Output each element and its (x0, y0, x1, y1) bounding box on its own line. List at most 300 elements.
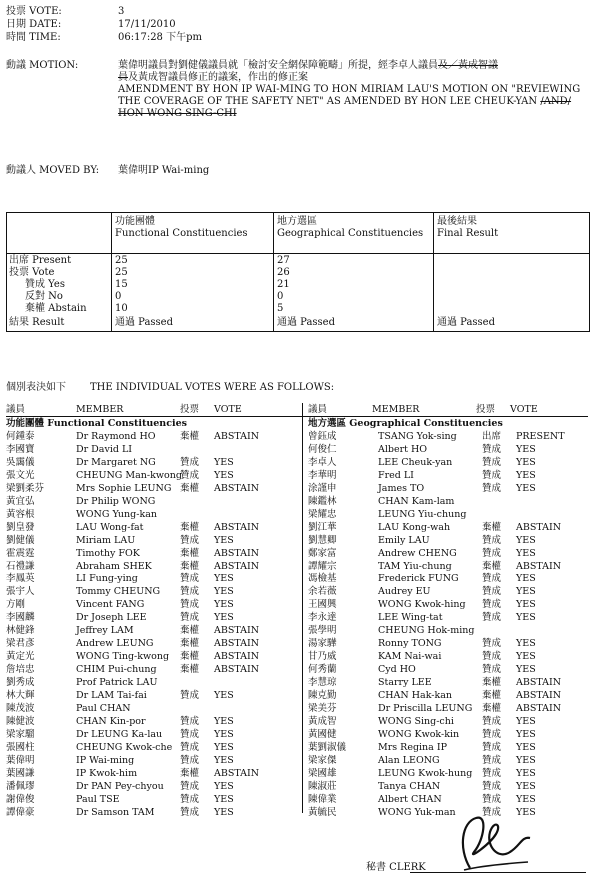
member-name-en: Paul CHAN (76, 702, 131, 714)
vote-en: ABSTAIN (214, 664, 260, 676)
gc-vote-header-zh: 投票 (476, 404, 496, 415)
fc-vote-row (6, 651, 296, 663)
fc-yes: 15 (115, 279, 128, 290)
member-name-en: WONG Ting-kwong (76, 651, 170, 663)
vote-zh: 棄權 (180, 482, 200, 494)
member-name-zh: 黃成智 (308, 715, 337, 727)
gc-vote-row (308, 716, 598, 728)
fc-result: 通過 Passed (115, 317, 174, 328)
fc-vote-row (6, 755, 296, 767)
vote-zh: 贊成 (180, 741, 200, 753)
vote-en: YES (516, 534, 536, 546)
fc-vote-row (6, 522, 296, 534)
vote-en: YES (516, 612, 536, 624)
vote-en: YES (214, 806, 234, 818)
fc-vote-row (6, 548, 296, 560)
fc-vote-row (6, 483, 296, 495)
member-name-zh: 方剛 (6, 599, 26, 611)
fc-vote-row (6, 586, 296, 598)
motion-line-5: HON WONG SING-CHI (118, 108, 237, 119)
member-name-zh: 鄭家富 (308, 547, 337, 559)
gc-col-header-zh: 地方選區 (277, 216, 317, 227)
gc-vote-row (308, 573, 598, 585)
fc-vote-row (6, 625, 296, 637)
motion-text (118, 60, 588, 120)
gc-yes: 21 (277, 279, 290, 290)
member-name-en: Fred LI (378, 469, 414, 481)
member-name-en: Dr Raymond HO (76, 431, 156, 442)
member-name-zh: 張文光 (6, 469, 35, 481)
gc-vote-row (308, 496, 598, 508)
gc-vote-row (308, 794, 598, 806)
member-name-en: Dr Margaret NG (76, 456, 156, 468)
fc-vote-row (6, 703, 296, 715)
vote-zh: 贊成 (482, 599, 502, 611)
gc-section-title: 地方選區 Geographical Constituencies (308, 418, 503, 429)
member-name-zh: 劉皇發 (6, 521, 35, 533)
member-name-en: Dr LAM Tai-fai (76, 690, 147, 701)
member-name-zh: 梁國雄 (308, 767, 337, 779)
fc-vote-row (6, 444, 296, 456)
vote-zh: 棄權 (180, 638, 200, 650)
vote-zh: 棄權 (482, 677, 502, 689)
vote-zh: 贊成 (482, 664, 502, 676)
fc-vote-row (6, 612, 296, 624)
vote-en: YES (516, 780, 536, 792)
vote-en: YES (214, 793, 234, 805)
vote-en: ABSTAIN (214, 431, 260, 442)
vote-en: YES (516, 638, 536, 650)
member-name-zh: 譚耀宗 (308, 560, 337, 572)
member-name-en: Ronny TONG (378, 638, 442, 650)
motion-struck-text-1: 及／黃成智議 (438, 60, 498, 71)
member-name-zh: 李卓人 (308, 456, 337, 468)
fc-vote-row (6, 690, 296, 702)
vote-en: ABSTAIN (214, 625, 260, 637)
gc-vote-row (308, 677, 598, 689)
fc-vote-row (6, 535, 296, 547)
vote-en: ABSTAIN (516, 560, 562, 572)
member-name-zh: 張國柱 (6, 741, 35, 753)
member-name-en: TSANG Yok-sing (378, 431, 457, 442)
fc-vote-row (6, 794, 296, 806)
vote-en: ABSTAIN (214, 547, 260, 559)
gc-vote-row (308, 729, 598, 741)
member-name-en: Prof Patrick LAU (76, 677, 158, 689)
member-name-zh: 湯家驊 (308, 638, 337, 650)
vote-en: YES (516, 599, 536, 611)
member-name-en: LAU Kong-wah (378, 521, 451, 533)
clerk-signature (440, 808, 540, 878)
member-name-zh: 葉偉明 (6, 754, 35, 766)
member-name-en: WONG Yung-kan (76, 508, 157, 520)
vote-zh: 贊成 (482, 456, 502, 468)
member-name-en: Dr Joseph LEE (76, 612, 147, 624)
fc-vote-row (6, 470, 296, 482)
gc-vote-row (308, 638, 598, 650)
gc-vote-row (308, 781, 598, 793)
member-name-zh: 陳茂波 (6, 702, 35, 714)
row-result-label: 結果 Result (9, 317, 65, 328)
gc-vote-row (308, 755, 598, 767)
fc-vote-row (6, 638, 296, 650)
member-name-zh: 李國寶 (6, 443, 35, 455)
time-value: 06:17:28 下午pm (118, 32, 202, 43)
vote-zh: 贊成 (180, 728, 200, 740)
member-name-en: WONG Kwok-kin (378, 728, 460, 740)
fc-vote-row (6, 561, 296, 573)
vote-zh: 棄權 (180, 625, 200, 637)
member-name-zh: 陳健波 (6, 715, 35, 727)
fc-vote-row (6, 677, 296, 689)
final-col-header-zh: 最後結果 (437, 216, 477, 227)
vote-en: YES (516, 443, 536, 455)
vote-zh: 贊成 (180, 806, 200, 818)
fc-abstain: 10 (115, 303, 128, 314)
individual-intro-zh: 個別表決如下 (6, 382, 66, 393)
member-name-zh: 黃毓民 (308, 806, 337, 818)
member-name-zh: 林健鋒 (6, 625, 35, 637)
member-name-en: James TO (378, 482, 425, 494)
vote-en: ABSTAIN (214, 560, 260, 572)
vote-zh: 出席 (482, 431, 502, 442)
member-name-en: IP Kwok-him (76, 767, 138, 779)
gc-col-header-en: Geographical Constituencies (277, 228, 424, 239)
vote-en: YES (516, 754, 536, 766)
member-name-en: CHAN Hak-kan (378, 690, 453, 701)
member-name-zh: 黃宜弘 (6, 495, 35, 507)
member-name-zh: 葉劉淑儀 (308, 741, 347, 753)
member-name-en: LEE Cheuk-yan (378, 456, 453, 468)
vote-zh: 贊成 (482, 715, 502, 727)
member-name-en: Andrew LEUNG (76, 638, 154, 650)
gc-vote-row (308, 703, 598, 715)
gc-vote-row (308, 444, 598, 456)
vote-en: YES (516, 482, 536, 494)
fc-vote-row (6, 431, 296, 443)
vote-en: YES (516, 806, 536, 818)
member-name-zh: 張學明 (308, 625, 337, 637)
vote-en: YES (214, 754, 234, 766)
vote-en: ABSTAIN (516, 521, 562, 533)
moved-by-value: 葉偉明IP Wai-ming (118, 165, 210, 176)
vote-zh: 贊成 (482, 547, 502, 559)
member-name-zh: 何俊仁 (308, 443, 337, 455)
vote-zh: 贊成 (180, 586, 200, 598)
member-name-en: Dr Philip WONG (76, 495, 156, 507)
vote-en: YES (214, 715, 234, 727)
fc-vote-row (6, 599, 296, 611)
member-name-zh: 梁耀忠 (308, 508, 337, 520)
vote-zh: 贊成 (482, 469, 502, 481)
motion-line-2: 員及黃成智議員修正的議案，作出的修正案 (118, 72, 308, 83)
gc-vote-row (308, 431, 598, 443)
gc-vote: 26 (277, 267, 290, 278)
fc-present: 25 (115, 255, 128, 266)
gc-vote-row (308, 586, 598, 598)
vote-zh: 贊成 (482, 651, 502, 663)
gc-vote-row (308, 625, 598, 637)
motion-struck-text-2: 員 (118, 72, 128, 83)
member-name-en: LI Fung-ying (76, 573, 138, 585)
vote-en: ABSTAIN (214, 767, 260, 779)
vote-en: YES (214, 456, 234, 468)
vote-zh: 棄權 (482, 690, 502, 701)
vote-zh: 贊成 (482, 780, 502, 792)
vote-en: YES (214, 573, 234, 585)
vote-en: YES (214, 690, 234, 701)
gc-vote-row (308, 509, 598, 521)
vote-en: ABSTAIN (516, 690, 562, 701)
member-name-zh: 葉國謙 (6, 767, 35, 779)
member-name-en: LAU Wong-fat (76, 521, 144, 533)
member-name-en: Timothy FOK (76, 547, 140, 559)
vote-zh: 贊成 (482, 482, 502, 494)
vote-en: ABSTAIN (214, 482, 260, 494)
fc-vote-row (6, 573, 296, 585)
individual-intro-en: THE INDIVIDUAL VOTES WERE AS FOLLOWS: (90, 382, 335, 393)
vote-en: YES (516, 573, 536, 585)
vote-number: 3 (118, 6, 125, 17)
row-vote-label: 投票 Vote (9, 267, 55, 278)
gc-vote-row (308, 483, 598, 495)
member-name-en: WONG Sing-chi (378, 715, 454, 727)
vote-zh: 棄權 (180, 767, 200, 779)
fc-col-header-en: Functional Constituencies (115, 228, 248, 239)
member-name-zh: 潘佩璆 (6, 780, 35, 792)
fc-no: 0 (115, 291, 122, 302)
fc-col-header-zh: 功能團體 (115, 216, 155, 227)
gc-vote-row (308, 561, 598, 573)
fc-member-header-en: MEMBER (76, 404, 124, 415)
member-name-en: Emily LAU (378, 534, 430, 546)
member-name-zh: 黃國健 (308, 728, 337, 740)
member-name-zh: 甘乃威 (308, 651, 337, 663)
fc-vote: 25 (115, 267, 128, 278)
vote-zh: 贊成 (482, 534, 502, 546)
gc-vote-row (308, 548, 598, 560)
results-table (6, 212, 590, 332)
vote-zh: 贊成 (482, 586, 502, 598)
motion-label: 動議 MOTION: (6, 60, 79, 71)
vote-en: ABSTAIN (516, 702, 562, 714)
vote-en: YES (516, 793, 536, 805)
member-name-zh: 陳偉業 (308, 793, 337, 805)
member-name-en: Jeffrey LAM (76, 625, 134, 637)
gc-member-header-zh: 議員 (308, 404, 328, 415)
member-name-zh: 劉健儀 (6, 534, 35, 546)
vote-en: YES (214, 469, 234, 481)
vote-en: YES (214, 599, 234, 611)
member-name-en: Dr Priscilla LEUNG (378, 702, 473, 714)
member-name-en: Dr Samson TAM (76, 806, 155, 818)
member-name-en: CHAN Kin-por (76, 715, 146, 727)
fc-vote-row (6, 807, 296, 819)
vote-zh: 贊成 (180, 534, 200, 546)
header-rule (6, 416, 588, 417)
member-name-en: Alan LEONG (378, 754, 440, 766)
vote-en: YES (516, 664, 536, 676)
gc-vote-row (308, 664, 598, 676)
vote-en: YES (214, 612, 234, 624)
fc-vote-row (6, 664, 296, 676)
gc-vote-row (308, 651, 598, 663)
vote-zh: 棄權 (180, 547, 200, 559)
vote-zh: 贊成 (180, 793, 200, 805)
member-name-zh: 梁君彥 (6, 638, 35, 650)
member-name-zh: 王國興 (308, 599, 337, 611)
member-name-zh: 李永達 (308, 612, 337, 624)
member-name-en: LEE Wing-tat (378, 612, 443, 624)
vote-zh: 贊成 (482, 573, 502, 585)
member-name-zh: 陳淑莊 (308, 780, 337, 792)
vote-zh: 贊成 (180, 599, 200, 611)
gc-vote-row (308, 470, 598, 482)
date-label: 日期 DATE: (6, 19, 62, 30)
fc-vote-row (6, 781, 296, 793)
vote-en: ABSTAIN (214, 638, 260, 650)
vote-zh: 贊成 (482, 793, 502, 805)
member-name-zh: 梁美芬 (308, 702, 337, 714)
vote-en: YES (214, 586, 234, 598)
gc-vote-row (308, 612, 598, 624)
vote-zh: 贊成 (482, 638, 502, 650)
member-name-zh: 馮檢基 (308, 573, 337, 585)
member-name-zh: 譚偉豪 (6, 806, 35, 818)
member-name-zh: 余若薇 (308, 586, 337, 598)
fc-vote-header-zh: 投票 (180, 404, 200, 415)
row-abstain-label: 棄權 Abstain (25, 303, 87, 314)
vote-zh: 贊成 (180, 690, 200, 701)
member-name-zh: 謝偉俊 (6, 793, 35, 805)
member-name-zh: 李鳳英 (6, 573, 35, 585)
fc-section-title: 功能團體 Functional Constituencies (6, 418, 187, 429)
member-name-zh: 劉秀成 (6, 677, 35, 689)
vote-zh: 棄權 (482, 560, 502, 572)
fc-vote-row (6, 729, 296, 741)
member-name-zh: 李華明 (308, 469, 337, 481)
member-name-zh: 黃定光 (6, 651, 35, 663)
motion-line-1: 葉偉明議員對劉健儀議員就「檢討安全網保障範疇」所提，經李卓人議員及／黃成智議 (118, 60, 498, 71)
member-name-en: Paul TSE (76, 793, 120, 805)
member-name-en: Abraham SHEK (76, 560, 152, 572)
motion-line-3: AMENDMENT BY HON IP WAI-MING TO HON MIRIAM LAU'S MOTION ON "REVIEWING (118, 84, 581, 95)
gc-vote-row (308, 690, 598, 702)
gc-result: 通過 Passed (277, 317, 336, 328)
fc-vote-row (6, 768, 296, 780)
clerk-label: 秘書 CLERK (366, 862, 426, 873)
vote-zh: 贊成 (180, 573, 200, 585)
vote-en: YES (516, 767, 536, 779)
row-no-label: 反對 No (25, 291, 63, 302)
member-name-en: Andrew CHENG (378, 547, 457, 559)
vote-en: YES (516, 741, 536, 753)
gc-vote-row (308, 457, 598, 469)
vote-en: YES (516, 728, 536, 740)
member-name-en: TAM Yiu-chung (378, 560, 452, 572)
vote-en: YES (214, 728, 234, 740)
member-name-en: Vincent FANG (76, 599, 145, 611)
date-value: 17/11/2010 (118, 19, 176, 30)
member-name-zh: 李慧琼 (308, 677, 337, 689)
gc-no: 0 (277, 291, 284, 302)
member-name-zh: 石禮謙 (6, 560, 35, 572)
vote-en: YES (516, 715, 536, 727)
vote-zh: 贊成 (180, 612, 200, 624)
member-name-en: CHIM Pui-chung (76, 664, 157, 676)
member-name-en: WONG Yuk-man (378, 806, 456, 818)
member-name-en: Tommy CHEUNG (76, 586, 161, 598)
member-name-zh: 梁家傑 (308, 754, 337, 766)
member-name-zh: 張宇人 (6, 586, 35, 598)
vote-en: ABSTAIN (214, 521, 260, 533)
member-name-zh: 詹培忠 (6, 664, 35, 676)
vote-number-label: 投票 VOTE: (6, 6, 62, 17)
gc-abstain: 5 (277, 303, 284, 314)
vote-en: YES (516, 547, 536, 559)
vote-zh: 棄權 (482, 521, 502, 533)
vote-zh: 贊成 (482, 806, 502, 818)
final-result: 通過 Passed (437, 317, 496, 328)
gc-vote-row (308, 742, 598, 754)
vote-en: ABSTAIN (214, 651, 260, 663)
gc-vote-row (308, 535, 598, 547)
gc-vote-row (308, 599, 598, 611)
member-name-en: Mrs Sophie LEUNG (76, 482, 172, 494)
gc-present: 27 (277, 255, 290, 266)
fc-vote-row (6, 457, 296, 469)
vote-zh: 棄權 (180, 521, 200, 533)
vote-zh: 棄權 (180, 560, 200, 572)
vote-zh: 贊成 (180, 780, 200, 792)
member-name-en: Miriam LAU (76, 534, 136, 546)
vote-zh: 棄權 (180, 664, 200, 676)
gc-member-header-en: MEMBER (372, 404, 420, 415)
motion-line-4: THE COVERAGE OF THE SAFETY NET" AS AMENDED BY HON LEE CHEUK-YAN /AND/ (118, 96, 572, 107)
member-name-zh: 黃容根 (6, 508, 35, 520)
member-name-zh: 劉慧卿 (308, 534, 337, 546)
member-name-zh: 梁家騮 (6, 728, 35, 740)
member-name-zh: 陳克勤 (308, 690, 337, 701)
fc-vote-row (6, 496, 296, 508)
gc-vote-row (308, 522, 598, 534)
gc-vote-header-en: VOTE (510, 404, 538, 415)
member-name-zh: 霍震霆 (6, 547, 35, 559)
vote-zh: 贊成 (180, 469, 200, 481)
member-name-zh: 林大輝 (6, 690, 35, 701)
member-name-en: Dr David LI (76, 443, 133, 455)
member-name-zh: 涂謹申 (308, 482, 337, 494)
member-name-en: CHEUNG Man-kwong (76, 469, 182, 481)
vote-en: YES (516, 586, 536, 598)
member-name-en: Audrey EU (378, 586, 431, 598)
member-name-en: WONG Kwok-hing (378, 599, 466, 611)
column-divider (302, 403, 303, 813)
vote-zh: 棄權 (180, 651, 200, 663)
vote-zh: 贊成 (482, 767, 502, 779)
vote-zh: 棄權 (180, 431, 200, 442)
member-name-en: CHEUNG Kwok-che (76, 741, 173, 753)
gc-vote-row (308, 768, 598, 780)
fc-vote-row (6, 509, 296, 521)
member-name-en: Cyd HO (378, 664, 416, 676)
fc-vote-header-en: VOTE (214, 404, 242, 415)
vote-en: PRESENT (516, 431, 565, 442)
final-col-header-en: Final Result (437, 228, 499, 239)
vote-en: YES (516, 651, 536, 663)
vote-en: YES (516, 456, 536, 468)
fc-vote-row (6, 742, 296, 754)
